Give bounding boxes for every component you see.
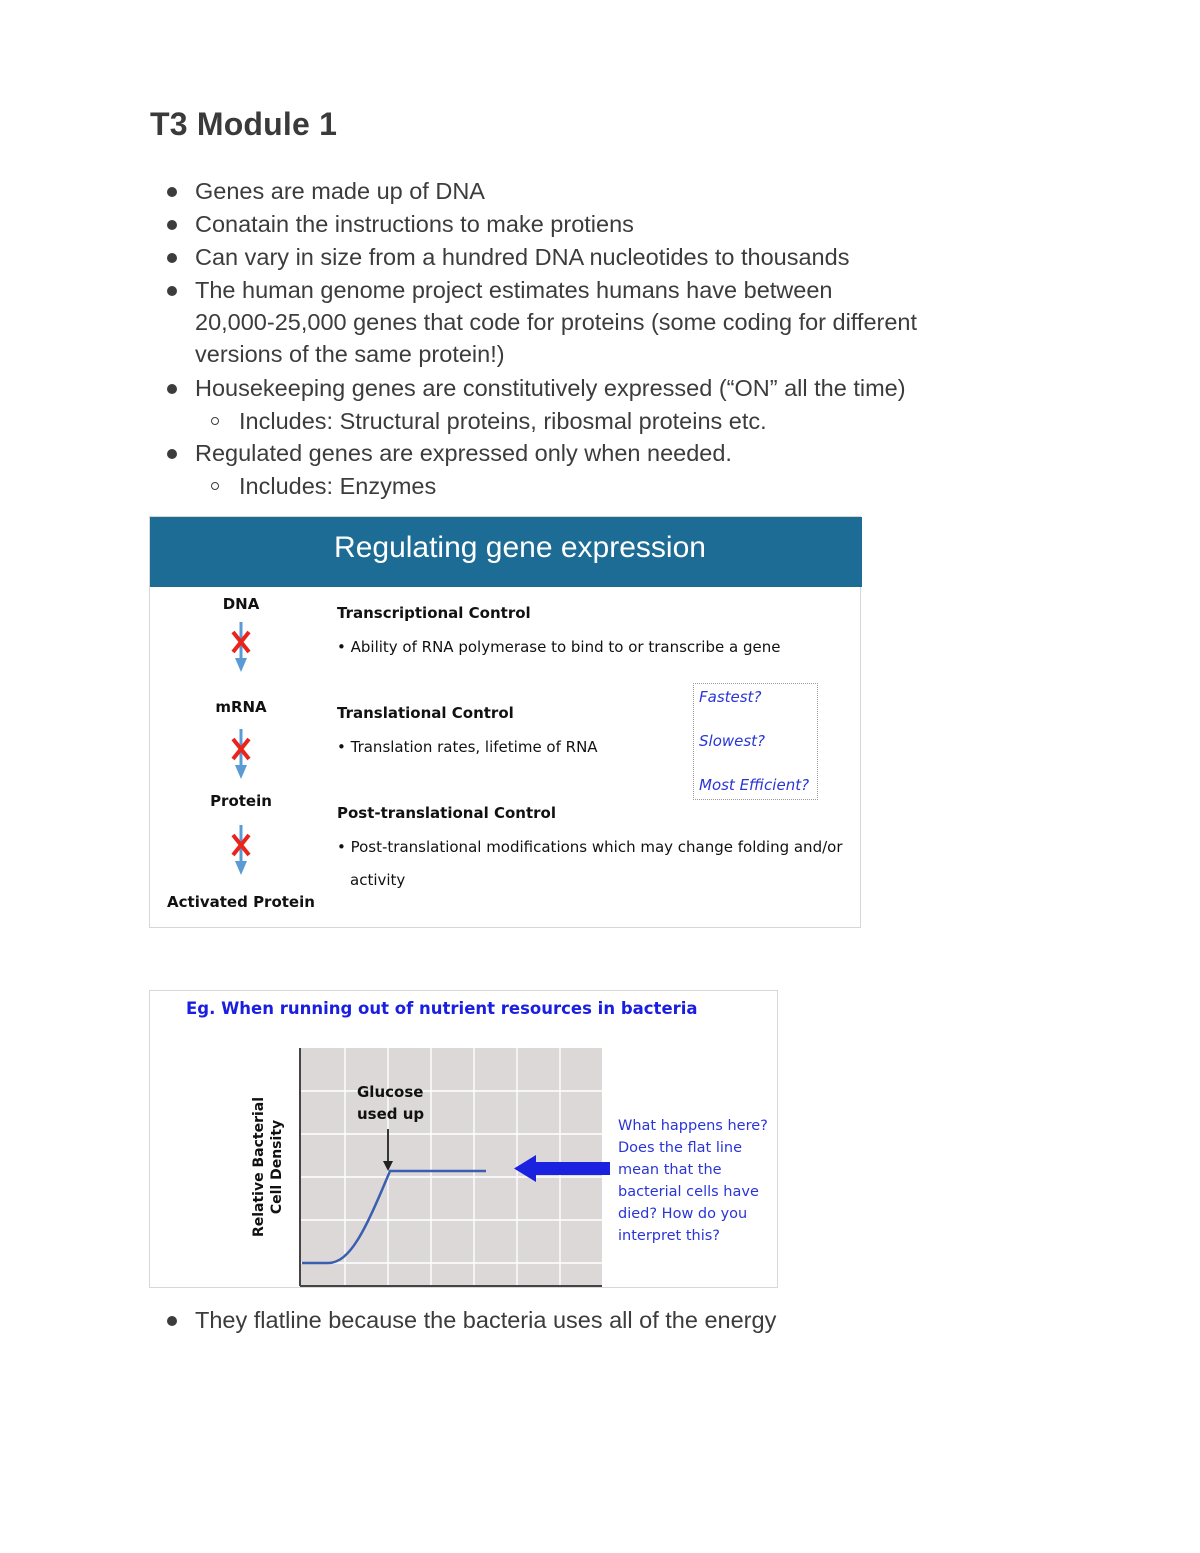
control-heading: Post-translational Control	[337, 804, 556, 822]
stage-label-dna: DNA	[222, 595, 260, 613]
bullet-dot	[167, 1316, 177, 1326]
sub-bullet-circle	[211, 482, 219, 490]
figure-header	[150, 517, 862, 587]
figure-header-title: Regulating gene expression	[334, 531, 706, 564]
list-item: Regulated genes are expressed only when needed.	[195, 440, 732, 466]
list-item: The human genome project estimates humans have between	[195, 277, 833, 303]
question-text: Fastest?	[699, 688, 762, 706]
bullet-dot	[167, 384, 177, 394]
stage-label-protein: Protein	[210, 792, 272, 810]
list-item-continuation: versions of the same protein!)	[195, 341, 505, 367]
y-axis-label: Cell Density	[269, 1119, 285, 1215]
sub-list-item: Includes: Structural proteins, ribosmal proteins etc.	[239, 408, 767, 434]
list-item: Housekeeping genes are constitutively expressed (“ON” all the time)	[195, 375, 906, 401]
control-text: • Post-translational modifications which may change folding and/or	[337, 838, 843, 856]
bullet-dot	[167, 220, 177, 230]
figure-title: Eg. When running out of nutrient resources in bacteria	[186, 999, 698, 1018]
sub-bullet-circle	[211, 417, 219, 425]
bullet-dot	[167, 187, 177, 197]
control-text: activity	[350, 871, 406, 889]
control-text: • Ability of RNA polymerase to bind to or transcribe a gene	[337, 638, 781, 656]
question-line: bacterial cells have	[618, 1184, 759, 1200]
blocked-arrow-icon	[225, 727, 257, 783]
stage-label-mrna: mRNA	[215, 698, 267, 716]
glucose-label: used up	[357, 1105, 425, 1123]
question-text	[618, 1115, 768, 1247]
blue-arrow-shaft	[532, 1162, 610, 1175]
y-axis-label: Relative Bacterial	[251, 1096, 267, 1238]
question-line: interpret this?	[618, 1228, 721, 1244]
control-heading: Transcriptional Control	[337, 604, 531, 622]
bullet-dot	[167, 286, 177, 296]
stage-label-activated-protein: Activated Protein	[167, 893, 315, 911]
glucose-label: Glucose	[357, 1083, 424, 1101]
list-item: Conatain the instructions to make protiens	[195, 211, 634, 237]
list-item-continuation: 20,000-25,000 genes that code for proteins (some coding for different	[195, 309, 918, 335]
bullet-dot	[167, 449, 177, 459]
blocked-arrow-icon	[225, 620, 257, 676]
control-heading: Translational Control	[337, 704, 514, 722]
bullet-dot	[167, 253, 177, 263]
question-line: died? How do you	[618, 1206, 748, 1222]
question-line: mean that the	[618, 1162, 722, 1178]
question-line: What happens here?	[618, 1118, 768, 1134]
question-text: Most Efficient?	[699, 776, 810, 794]
list-item: Genes are made up of DNA	[195, 178, 485, 204]
gene-regulation-figure	[149, 516, 861, 928]
question-line: Does the flat line	[618, 1140, 743, 1156]
control-text: • Translation rates, lifetime of RNA	[337, 738, 598, 756]
blocked-arrow-icon	[225, 823, 257, 879]
page-title: T3 Module 1	[150, 106, 338, 142]
sub-list-item: Includes: Enzymes	[239, 473, 437, 499]
question-text: Slowest?	[699, 732, 766, 750]
list-item: Can vary in size from a hundred DNA nucleotides to thousands	[195, 244, 850, 270]
bacterial-growth-figure	[149, 990, 778, 1288]
list-item: They flatline because the bacteria uses all of the energy	[195, 1307, 777, 1333]
